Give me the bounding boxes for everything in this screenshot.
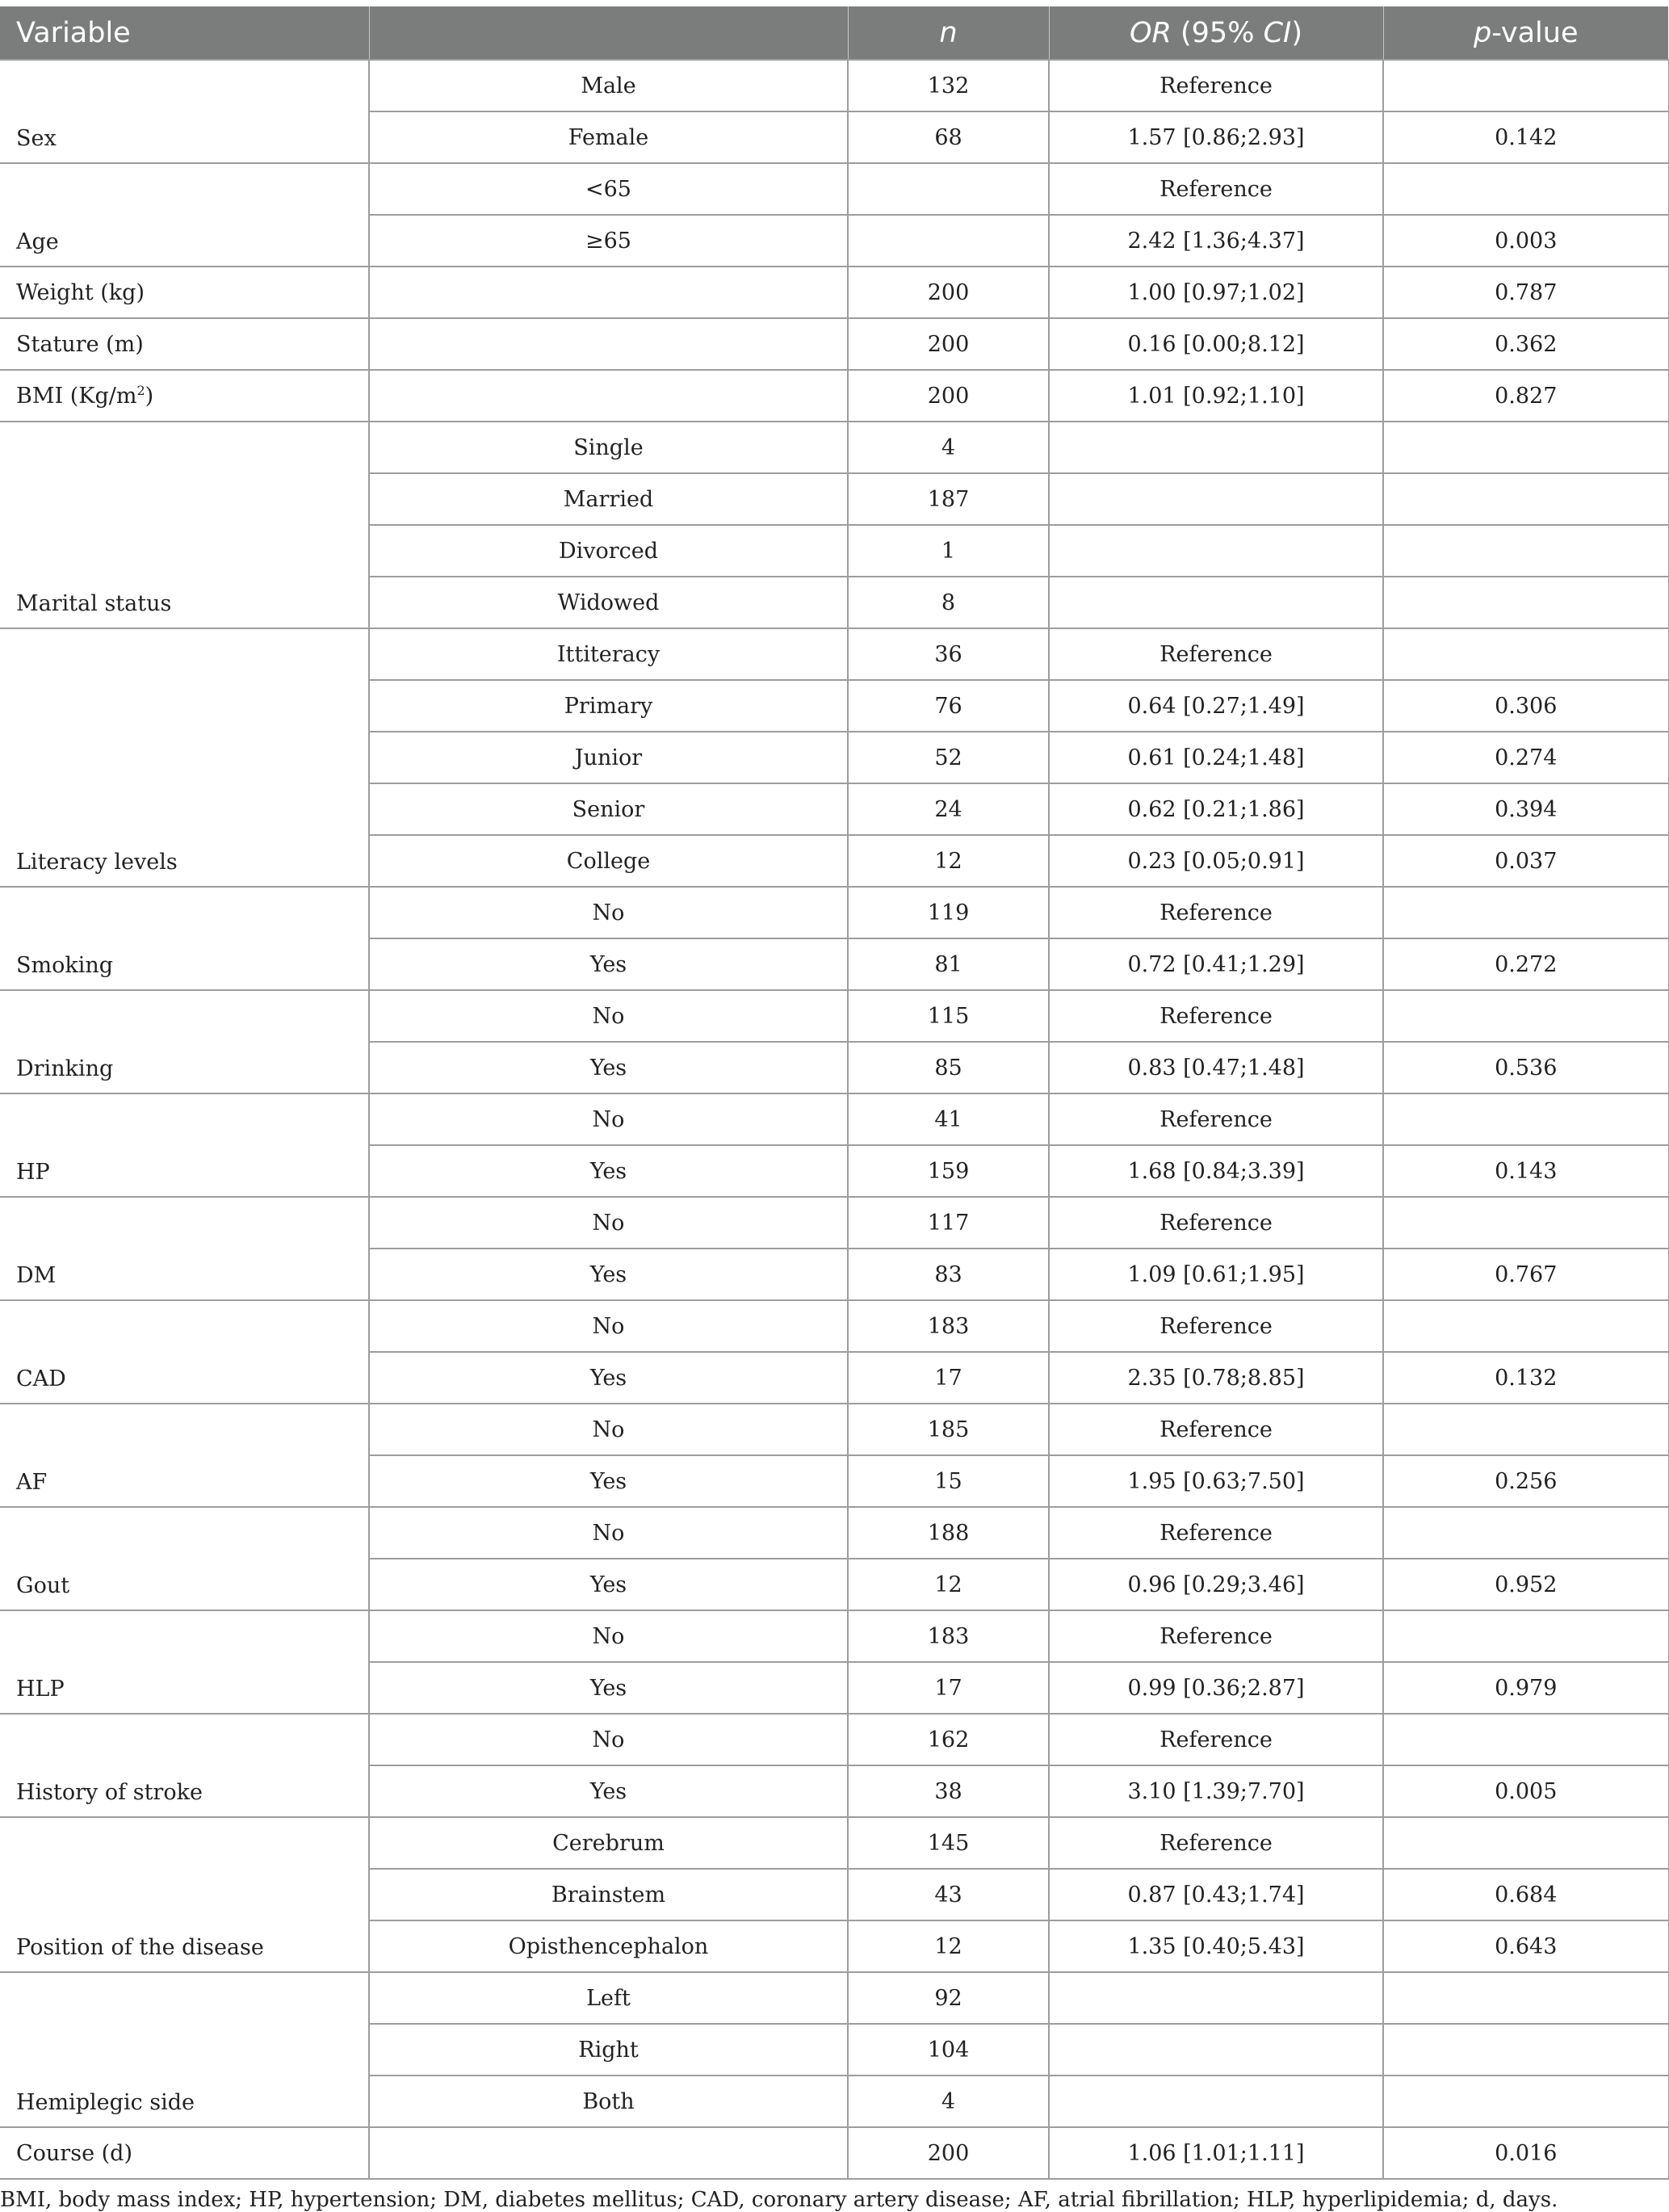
n-cell: 4 [848,422,1049,473]
p-value-cell [1383,577,1668,628]
level-cell: Yes [369,1662,848,1714]
variable-superscript: 2 [136,382,145,398]
n-cell [848,163,1049,215]
level-cell: Brainstem [369,1869,848,1920]
n-cell: 104 [848,2024,1049,2076]
level-cell: Cerebrum [369,1817,848,1869]
n-cell: 24 [848,783,1049,835]
n-cell: 38 [848,1765,1049,1817]
p-value-cell: 0.684 [1383,1869,1668,1920]
table-row [0,1300,1668,1352]
p-value-cell [1383,1714,1668,1765]
or-ci-cell: Reference [1049,1610,1383,1662]
or-ci-cell: 1.35 [0.40;5.43] [1049,1920,1383,1972]
level-cell: Widowed [369,577,848,628]
header-n-text: n [939,16,958,49]
n-cell: 83 [848,1249,1049,1300]
or-ci-cell: Reference [1049,1714,1383,1765]
variable-cell [0,370,369,422]
level-cell: Opisthencephalon [369,1920,848,1972]
table-row [0,887,1668,938]
variable-label: Weight (kg) [16,279,145,305]
level-cell: Primary [369,680,848,732]
variable-label: Stature (m) [16,331,144,357]
variable-label: HP [16,1160,50,1185]
level-cell: Yes [369,1559,848,1610]
or-ci-cell: 1.95 [0.63;7.50] [1049,1455,1383,1507]
or-ci-cell: Reference [1049,1197,1383,1249]
p-value-cell [1383,887,1668,938]
level-cell: No [369,1404,848,1455]
p-value-cell: 0.536 [1383,1042,1668,1093]
p-value-cell: 0.979 [1383,1662,1668,1714]
or-ci-cell [1049,422,1383,473]
variable-cell [0,1610,369,1714]
level-cell: College [369,835,848,887]
table-row [0,163,1668,215]
n-cell: 17 [848,1352,1049,1404]
table-row [0,1714,1668,1765]
or-ci-cell: Reference [1049,887,1383,938]
header-ci-text: CI [1263,16,1292,49]
variable-label: BMI (Kg/m [16,383,137,409]
or-ci-cell: 1.09 [0.61;1.95] [1049,1249,1383,1300]
variable-cell [0,318,369,370]
level-cell: Yes [369,1042,848,1093]
variable-cell [0,1507,369,1610]
variable-cell [0,1817,369,1972]
or-ci-cell: 0.16 [0.00;8.12] [1049,318,1383,370]
variable-label: Sex [16,126,57,151]
level-cell: Yes [369,1765,848,1817]
level-cell: Single [369,422,848,473]
p-value-cell: 0.274 [1383,732,1668,783]
n-cell: 12 [848,1920,1049,1972]
p-value-cell: 0.787 [1383,267,1668,318]
p-value-cell: 0.142 [1383,111,1668,163]
or-ci-cell: Reference [1049,628,1383,680]
n-cell: 12 [848,835,1049,887]
or-ci-cell: Reference [1049,1300,1383,1352]
table-row [0,1610,1668,1662]
or-ci-cell: 1.68 [0.84;3.39] [1049,1145,1383,1197]
variable-cell [0,887,369,990]
p-value-cell [1383,60,1668,111]
variable-cell [0,1300,369,1404]
table-row [0,1093,1668,1145]
level-cell: Yes [369,1249,848,1300]
variable-label: Age [16,229,59,254]
p-value-cell: 0.767 [1383,1249,1668,1300]
n-cell: 1 [848,525,1049,577]
n-cell: 119 [848,887,1049,938]
table-row [0,1404,1668,1455]
n-cell: 200 [848,318,1049,370]
or-ci-cell [1049,577,1383,628]
p-value-cell: 0.643 [1383,1920,1668,1972]
n-cell: 183 [848,1300,1049,1352]
n-cell: 115 [848,990,1049,1042]
p-value-cell: 0.952 [1383,1559,1668,1610]
table-row [0,370,1668,422]
p-value-cell [1383,1817,1668,1869]
p-value-cell [1383,1610,1668,1662]
or-ci-cell: 2.35 [0.78;8.85] [1049,1352,1383,1404]
level-cell: Yes [369,1455,848,1507]
table-row [0,60,1668,111]
n-cell: 200 [848,267,1049,318]
p-value-cell [1383,525,1668,577]
variable-label: AF [16,1470,48,1495]
header-or-close: ) [1291,16,1302,49]
p-value-cell [1383,1972,1668,2024]
n-cell: 200 [848,370,1049,422]
n-cell: 41 [848,1093,1049,1145]
p-value-cell: 0.143 [1383,1145,1668,1197]
header-row [0,6,1668,60]
p-value-cell: 0.037 [1383,835,1668,887]
variable-label: Marital status [16,591,172,616]
n-cell [848,215,1049,267]
n-cell: 15 [848,1455,1049,1507]
or-ci-cell: 0.72 [0.41;1.29] [1049,938,1383,990]
n-cell: 8 [848,577,1049,628]
n-cell: 85 [848,1042,1049,1093]
level-cell: No [369,1610,848,1662]
or-ci-cell: 0.61 [0.24;1.48] [1049,732,1383,783]
level-cell: No [369,1507,848,1559]
or-ci-cell [1049,525,1383,577]
or-ci-cell: Reference [1049,1507,1383,1559]
or-ci-cell: 0.64 [0.27;1.49] [1049,680,1383,732]
variable-cell [0,990,369,1093]
level-cell: Yes [369,1145,848,1197]
variable-cell [0,1404,369,1507]
p-value-cell [1383,1300,1668,1352]
table-row [0,422,1668,473]
level-cell [369,318,848,370]
table-row [0,1817,1668,1869]
level-cell: No [369,1714,848,1765]
variable-cell [0,60,369,163]
variable-suffix: ) [145,383,154,409]
level-cell: Yes [369,938,848,990]
level-cell: No [369,1197,848,1249]
header-or-rest: (95% [1171,16,1264,49]
n-cell: 187 [848,473,1049,525]
or-ci-cell: Reference [1049,1817,1383,1869]
n-cell: 159 [848,1145,1049,1197]
n-cell: 185 [848,1404,1049,1455]
level-cell: Senior [369,783,848,835]
level-cell: No [369,887,848,938]
header-or-ci [1049,6,1383,60]
or-ci-cell: 2.42 [1.36;4.37] [1049,215,1383,267]
p-value-cell: 0.827 [1383,370,1668,422]
variable-cell [0,1197,369,1300]
or-ci-cell: Reference [1049,1404,1383,1455]
table-footnote: BMI, body mass index; HP, hypertension; DM, diabetes mellitus; CAD, coronary artery disease; AF, atrial fibrillation; HLP, hyperlipidemia; d, days. [0,2188,1558,2212]
n-cell: 145 [848,1817,1049,1869]
header-p-rest: -value [1491,16,1579,49]
or-ci-cell [1049,2024,1383,2076]
n-cell: 52 [848,732,1049,783]
level-cell [369,2127,848,2179]
table-row [0,267,1668,318]
level-cell: ≥65 [369,215,848,267]
level-cell: Both [369,2076,848,2127]
variable-label: Course (d) [16,2140,132,2166]
or-ci-cell [1049,473,1383,525]
p-value-cell: 0.016 [1383,2127,1668,2179]
or-ci-cell: 0.87 [0.43;1.74] [1049,1869,1383,1920]
p-value-cell: 0.132 [1383,1352,1668,1404]
variable-cell [0,1972,369,2127]
level-cell: <65 [369,163,848,215]
variable-label: Smoking [16,953,114,978]
p-value-cell [1383,1197,1668,1249]
n-cell: 81 [848,938,1049,990]
variable-cell [0,163,369,267]
variable-label: HLP [16,1677,65,1702]
level-cell: Yes [369,1352,848,1404]
variable-label: Drinking [16,1056,114,1081]
n-cell: 132 [848,60,1049,111]
variable-label: Hemiplegic side [16,2090,195,2115]
header-level [369,6,848,60]
table-row [0,1972,1668,2024]
header-p-value [1383,6,1668,60]
n-cell: 76 [848,680,1049,732]
or-ci-cell: 1.01 [0.92;1.10] [1049,370,1383,422]
n-cell: 36 [848,628,1049,680]
level-cell: No [369,1300,848,1352]
header-p-text: p [1473,16,1492,49]
or-ci-cell: 0.23 [0.05;0.91] [1049,835,1383,887]
p-value-cell [1383,1093,1668,1145]
p-value-cell: 0.362 [1383,318,1668,370]
p-value-cell [1383,1404,1668,1455]
header-n [848,6,1049,60]
p-value-cell [1383,2076,1668,2127]
level-cell: Junior [369,732,848,783]
variable-label: Position of the disease [16,1935,264,1960]
n-cell: 200 [848,2127,1049,2179]
n-cell: 188 [848,1507,1049,1559]
variable-label: CAD [16,1366,66,1391]
level-cell: Female [369,111,848,163]
p-value-cell: 0.272 [1383,938,1668,990]
document-table-wrapper [0,6,1669,2212]
table-row [0,1507,1668,1559]
level-cell: Married [369,473,848,525]
n-cell: 92 [848,1972,1049,2024]
header-variable: Variable [0,6,369,60]
or-ci-cell: 0.96 [0.29;3.46] [1049,1559,1383,1610]
n-cell: 68 [848,111,1049,163]
p-value-cell [1383,990,1668,1042]
p-value-cell: 0.003 [1383,215,1668,267]
p-value-cell: 0.005 [1383,1765,1668,1817]
or-ci-cell: Reference [1049,990,1383,1042]
table-row [0,1197,1668,1249]
or-ci-cell: 0.99 [0.36;2.87] [1049,1662,1383,1714]
table-row [0,318,1668,370]
or-ci-cell: Reference [1049,163,1383,215]
table-row [0,990,1668,1042]
n-cell: 17 [848,1662,1049,1714]
level-cell: No [369,990,848,1042]
n-cell: 162 [848,1714,1049,1765]
level-cell [369,370,848,422]
variable-cell [0,422,369,628]
level-cell: Ittiteracy [369,628,848,680]
p-value-cell [1383,1507,1668,1559]
variable-label: Gout [16,1573,70,1598]
or-ci-cell: 0.83 [0.47;1.48] [1049,1042,1383,1093]
n-cell: 4 [848,2076,1049,2127]
variable-cell [0,267,369,318]
level-cell: Divorced [369,525,848,577]
variable-cell [0,628,369,887]
level-cell: Right [369,2024,848,2076]
table-body [0,60,1668,2179]
variable-label: Literacy levels [16,850,178,875]
variable-cell [0,1714,369,1817]
variable-label: History of stroke [16,1780,203,1805]
or-ci-cell: 0.62 [0.21;1.86] [1049,783,1383,835]
p-value-cell [1383,628,1668,680]
p-value-cell [1383,163,1668,215]
p-value-cell [1383,2024,1668,2076]
n-cell: 43 [848,1869,1049,1920]
p-value-cell: 0.306 [1383,680,1668,732]
or-ci-cell: Reference [1049,1093,1383,1145]
table-row [0,628,1668,680]
or-ci-cell [1049,1972,1383,2024]
variable-cell [0,2127,369,2179]
or-ci-cell [1049,2076,1383,2127]
or-ci-cell: 3.10 [1.39;7.70] [1049,1765,1383,1817]
or-ci-cell: 1.06 [1.01;1.11] [1049,2127,1383,2179]
variable-cell [0,1093,369,1197]
p-value-cell: 0.256 [1383,1455,1668,1507]
or-ci-cell: 1.57 [0.86;2.93] [1049,111,1383,163]
p-value-cell: 0.394 [1383,783,1668,835]
n-cell: 12 [848,1559,1049,1610]
level-cell: No [369,1093,848,1145]
table-row [0,2127,1668,2179]
or-ci-cell: Reference [1049,60,1383,111]
level-cell: Male [369,60,848,111]
table-header [0,6,1668,60]
n-cell: 183 [848,1610,1049,1662]
odds-ratio-table [0,6,1669,2180]
n-cell: 117 [848,1197,1049,1249]
header-or-text: OR [1130,16,1172,49]
level-cell: Left [369,1972,848,2024]
variable-label: DM [16,1263,57,1288]
p-value-cell [1383,422,1668,473]
level-cell [369,267,848,318]
p-value-cell [1383,473,1668,525]
or-ci-cell: 1.00 [0.97;1.02] [1049,267,1383,318]
